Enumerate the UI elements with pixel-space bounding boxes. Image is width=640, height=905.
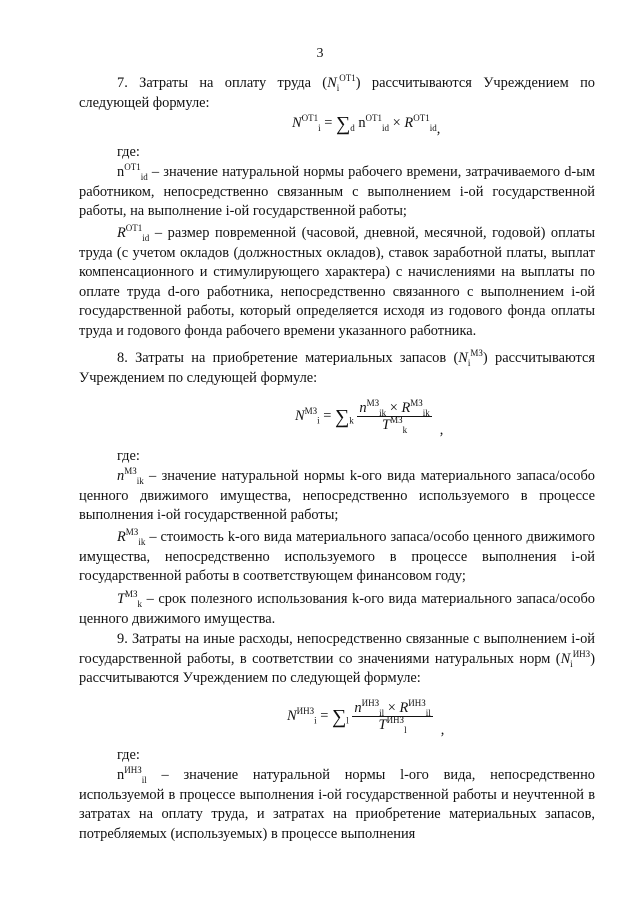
formula-9-fraction: $\frac{n^{ИНЗ}_{il} \times R^{ИНЗ}_{il}}{T^{ИНЗ}_l}$ bbox=[354, 698, 431, 735]
formula-9: $N^{ИНЗ}_i = \sum_l$ $\frac{n^{ИНЗ}_{il} \times R^{ИНЗ}_{il}}{T^{ИНЗ}_l}$ , bbox=[287, 698, 445, 738]
paragraph-7 bbox=[79, 74, 595, 113]
definition-n-mz-symbol: $n^{МЗ}_{ik}$ bbox=[117, 466, 144, 486]
paragraph-8-text-a: 8. Затраты на приобретение материальных запасов ( bbox=[117, 350, 459, 366]
definition-n-inz-symbol: $n^{ИНЗ}_{il}$ bbox=[117, 765, 147, 785]
definition-t-mz-symbol: $T^{МЗ}_k$ bbox=[117, 589, 143, 609]
formula-8: $N^{МЗ}_i = \sum_k$ $\frac{n^{МЗ}_{ik} \times R^{МЗ}_{ik}}{T^{МЗ}_k}$ , bbox=[295, 398, 444, 438]
paragraph-8-text-b: ) рассчитываются Учреждением по следующей формуле: bbox=[79, 350, 595, 386]
paragraph-9-text-a: 9. Затраты на иные расходы, непосредственно связанные с выполнением i-ой государственной работы, в соответствии со значениями натуральных норм ( bbox=[79, 631, 595, 667]
paragraph-9 bbox=[79, 630, 595, 689]
definition-n-ot1-symbol: $n^{ОТ1}_{id}$ bbox=[117, 162, 148, 182]
where-label-1: где: bbox=[117, 144, 140, 160]
definition-r-mz-symbol: $R^{МЗ}_{ik}$ bbox=[117, 527, 146, 547]
paragraph-8 bbox=[79, 349, 595, 388]
paragraph-7-symbol: $N_i^{ОТ1}$ bbox=[327, 73, 356, 93]
definition-r-ot1-symbol: $R^{ОТ1}_{id}$ bbox=[117, 223, 150, 243]
formula-7: $N^{ОТ1}_i = \sum_d$ $n^{ОТ1}_{id} \times R^{ОТ1}_{id}$, bbox=[292, 113, 441, 137]
definition-n-inz: $n^{ИНЗ}_{il}$ – значение натуральной нормы l-ого вида, непосредственно используемой в процессе выполнения i-ой государственной работы и неучтенной в затратах на оплату труда, и затратах на приобретение материальных запасов, потребляемых (используемых) в процессе выполнения bbox=[79, 765, 595, 842]
where-label-3: где: bbox=[117, 747, 140, 763]
paragraph-9-symbol: $N_i^{ИНЗ}$ bbox=[560, 648, 591, 669]
paragraph-7-text-a: 7. Затраты на оплату труда ( bbox=[117, 75, 328, 91]
definition-t-mz: $T^{МЗ}_k$ – срок полезного использования k-ого вида материального запаса/особо ценного движимого имущества. bbox=[79, 589, 595, 627]
where-label-2: где: bbox=[117, 448, 140, 464]
definition-r-mz: $R^{МЗ}_{ik}$ – стоимость k-ого вида материального запаса/особо ценного движимого имущества, непосредственно используемого в процессе выполнения i-ой государственной работы в соответствующем финансовом году; bbox=[79, 527, 595, 584]
definition-n-mz: $n^{МЗ}_{ik}$ – значение натуральной нормы k-ого вида материального запаса/особо ценного движимого имущества, непосредственно используемого в процессе выполнения i-ой государственной работы; bbox=[79, 466, 595, 523]
paragraph-9-text-b: ) рассчитываются Учреждением по следующей формуле: bbox=[79, 650, 595, 686]
page-number: 3 bbox=[316, 46, 324, 61]
paragraph-7-text-b: ) рассчитываются Учреждением по следующей формуле: bbox=[79, 75, 596, 111]
definition-n-ot1: $n^{ОТ1}_{id}$ – значение натуральной нормы рабочего времени, затрачиваемого d-ым работником, непосредственно связанным с выполнением i-ой государственной работы, на выполнение i-ой государственной работы; bbox=[79, 162, 595, 219]
paragraph-8-symbol: $N_i^{МЗ}$ bbox=[458, 348, 483, 368]
formula-8-fraction: $\frac{n^{МЗ}_{ik} \times R^{МЗ}_{ik}}{T^{МЗ}_k}$ bbox=[359, 398, 430, 435]
definition-r-ot1: $R^{ОТ1}_{id}$ – размер повременной (часовой, дневной, месячной, годовой) оплаты труда (с учетом окладов (должностных окладов), ставок заработной платы, выплат компенсационного и стимулирующего характера) с начислениями на выплаты по оплате труда d-ого работника, непосредственно связанного с выполнением i-ой государственной работы, который определяется исходя из годового фонда оплаты труда и годового фонда рабочего времени указанного работника. bbox=[79, 223, 595, 339]
